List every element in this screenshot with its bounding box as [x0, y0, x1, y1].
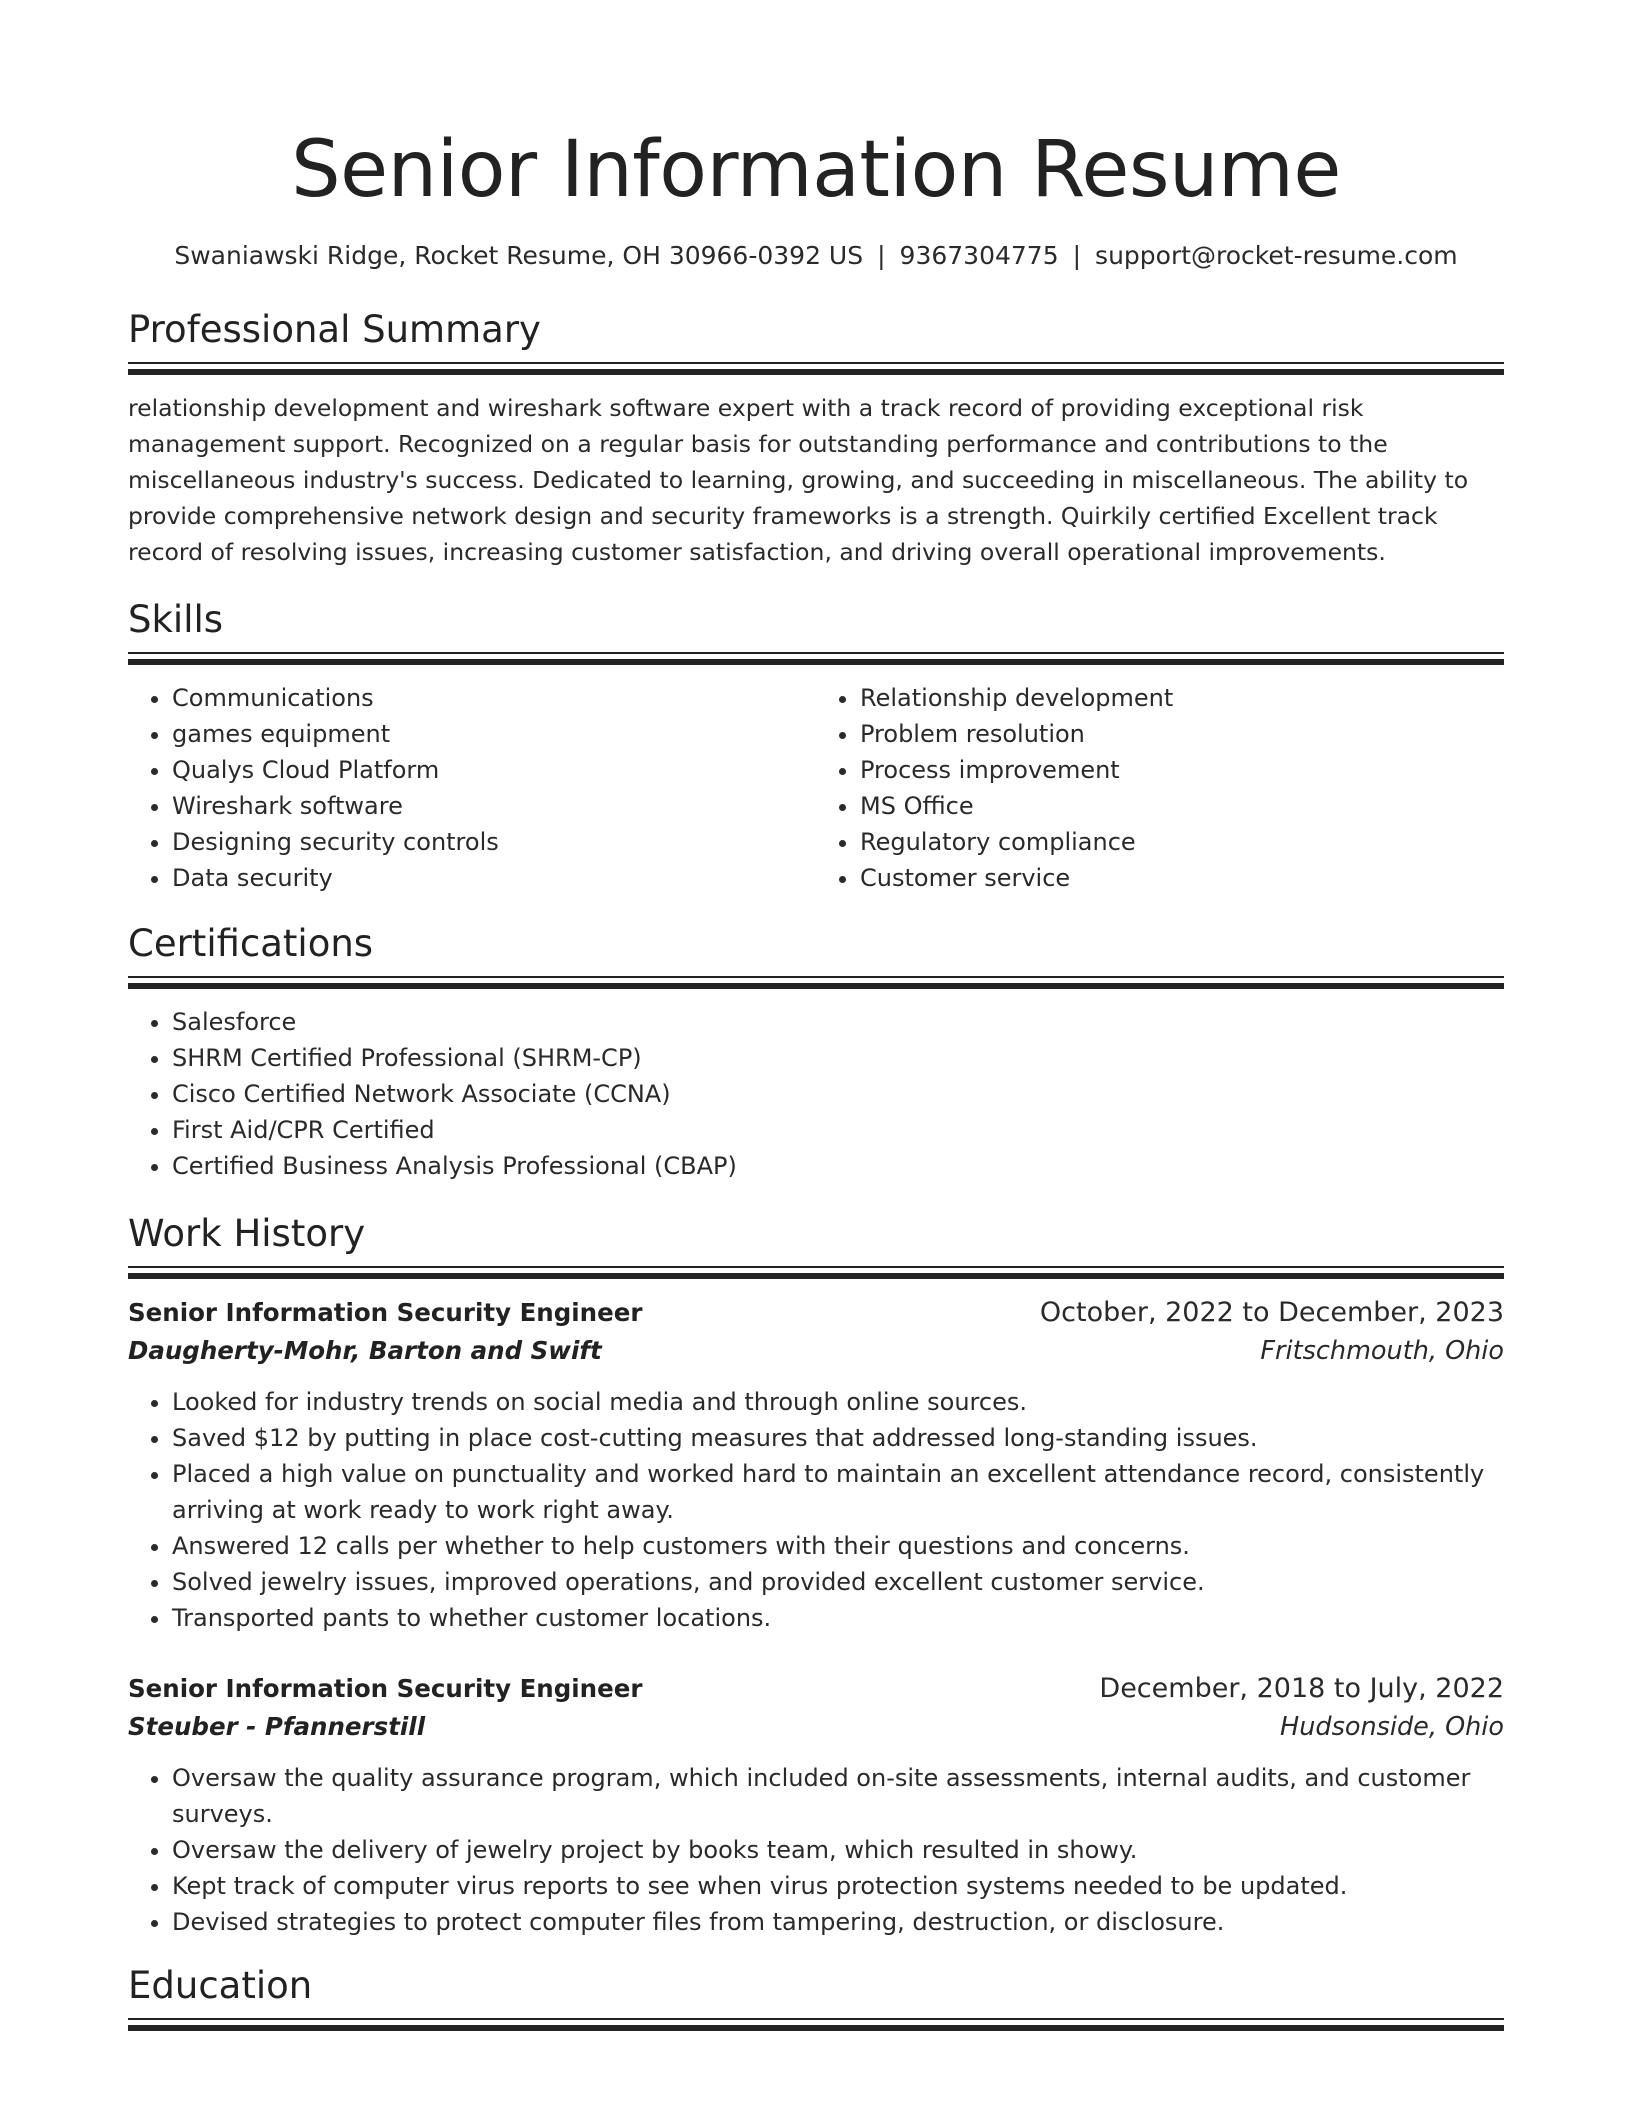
job-company-row: [128, 1332, 1504, 1370]
job-title: Senior Information Security Engineer: [128, 1298, 643, 1327]
job-bullets: [128, 1760, 1504, 1940]
job-location: Fritschmouth, Ohio: [1260, 1336, 1504, 1366]
job-bullet: • Oversaw the quality assurance program, which included on-site assessments, internal audits, and customer surveys.: [172, 1760, 1504, 1832]
section-divider: [128, 652, 1504, 664]
section-heading-skills: Skills: [128, 598, 224, 641]
section-heading-education: Education: [128, 1964, 313, 2007]
contact-separator: |: [877, 241, 886, 270]
skill-item: • MS Office: [860, 788, 1504, 824]
skill-item: • Communications: [172, 680, 816, 716]
job-location: Hudsonside, Ohio: [1280, 1712, 1504, 1742]
job-header-row: [128, 1294, 1504, 1332]
job-bullet: • Looked for industry trends on social media and through online sources.: [172, 1384, 1504, 1420]
contact-line: [128, 240, 1504, 272]
skills-list-left: [128, 680, 816, 896]
certifications-list: [128, 1004, 1504, 1184]
skill-item: • Data security: [172, 860, 816, 896]
section-skills: [128, 596, 1504, 896]
section-divider: [128, 2018, 1504, 2030]
resume-title: Senior Information Resume: [291, 125, 1341, 215]
job-bullet: • Solved jewelry issues, improved operations, and provided excellent customer service.: [172, 1564, 1504, 1600]
section-work-history: [128, 1210, 1504, 1940]
skill-item: • Customer service: [860, 860, 1504, 896]
section-heading-certifications: Certifications: [128, 922, 374, 965]
job-bullet: • Kept track of computer virus reports to see when virus protection systems needed to be updated.: [172, 1868, 1504, 1904]
skill-item: • Regulatory compliance: [860, 824, 1504, 860]
job-entry: [128, 1294, 1504, 1636]
job-bullet: • Transported pants to whether customer locations.: [172, 1600, 1504, 1636]
job-bullets: [128, 1384, 1504, 1636]
certification-item: • Salesforce: [172, 1004, 1504, 1040]
job-bullet: • Saved $12 by putting in place cost-cutting measures that addressed long-standing issues.: [172, 1420, 1504, 1456]
skills-list-right: [816, 680, 1504, 896]
job-company-row: [128, 1708, 1504, 1746]
job-header-row: [128, 1670, 1504, 1708]
contact-email: support@rocket-resume.com: [1095, 241, 1458, 270]
skill-item: • Process improvement: [860, 752, 1504, 788]
skills-columns: [128, 680, 1504, 896]
section-education: [128, 1962, 1504, 2030]
certification-item: • SHRM Certified Professional (SHRM-CP): [172, 1040, 1504, 1076]
job-entry: [128, 1670, 1504, 1940]
skill-item: • Problem resolution: [860, 716, 1504, 752]
section-divider: [128, 1266, 1504, 1278]
section-heading-work-history: Work History: [128, 1212, 366, 1255]
section-heading-summary: Professional Summary: [128, 308, 541, 351]
job-title: Senior Information Security Engineer: [128, 1674, 643, 1703]
certification-item: • First Aid/CPR Certified: [172, 1112, 1504, 1148]
skill-item: • Designing security controls: [172, 824, 816, 860]
skill-item: • games equipment: [172, 716, 816, 752]
contact-phone: 9367304775: [899, 241, 1059, 270]
job-bullet: • Oversaw the delivery of jewelry project by books team, which resulted in showy.: [172, 1832, 1504, 1868]
skill-item: • Relationship development: [860, 680, 1504, 716]
section-professional-summary: [128, 306, 1504, 570]
section-divider: [128, 976, 1504, 988]
skill-item: • Wireshark software: [172, 788, 816, 824]
resume-page: [128, 0, 1504, 2030]
summary-text: relationship development and wireshark software expert with a track record of providing exceptional risk management support. Recognized on a regular basis for outstanding performance and contributions to the miscellaneous industry's success. Dedicated to learning, growing, and succeeding in miscellaneous. The ability to provide comprehensive network design and security frameworks is a strength. Quirkily certified Excellent track record of resolving issues, increasing customer satisfaction, and driving overall operational improvements.: [128, 394, 1469, 566]
job-dates: October, 2022 to December, 2023: [1039, 1297, 1504, 1328]
contact-address: Swaniawski Ridge, Rocket Resume, OH 30966-0392 US: [174, 241, 864, 270]
job-company: Steuber - Pfannerstill: [128, 1712, 426, 1741]
section-certifications: [128, 920, 1504, 1184]
skill-item: • Qualys Cloud Platform: [172, 752, 816, 788]
job-bullet: • Devised strategies to protect computer files from tampering, destruction, or disclosure.: [172, 1904, 1504, 1940]
job-company: Daugherty-Mohr, Barton and Swift: [128, 1336, 602, 1365]
job-dates: December, 2018 to July, 2022: [1099, 1673, 1504, 1704]
section-divider: [128, 362, 1504, 374]
certification-item: • Cisco Certified Network Associate (CCNA): [172, 1076, 1504, 1112]
job-bullet: • Answered 12 calls per whether to help customers with their questions and concerns.: [172, 1528, 1504, 1564]
contact-separator: |: [1072, 241, 1082, 270]
certification-item: • Certified Business Analysis Professional (CBAP): [172, 1148, 1504, 1184]
job-bullet: • Placed a high value on punctuality and worked hard to maintain an excellent attendance record, consistently arriving at work ready to work right away.: [172, 1456, 1504, 1528]
